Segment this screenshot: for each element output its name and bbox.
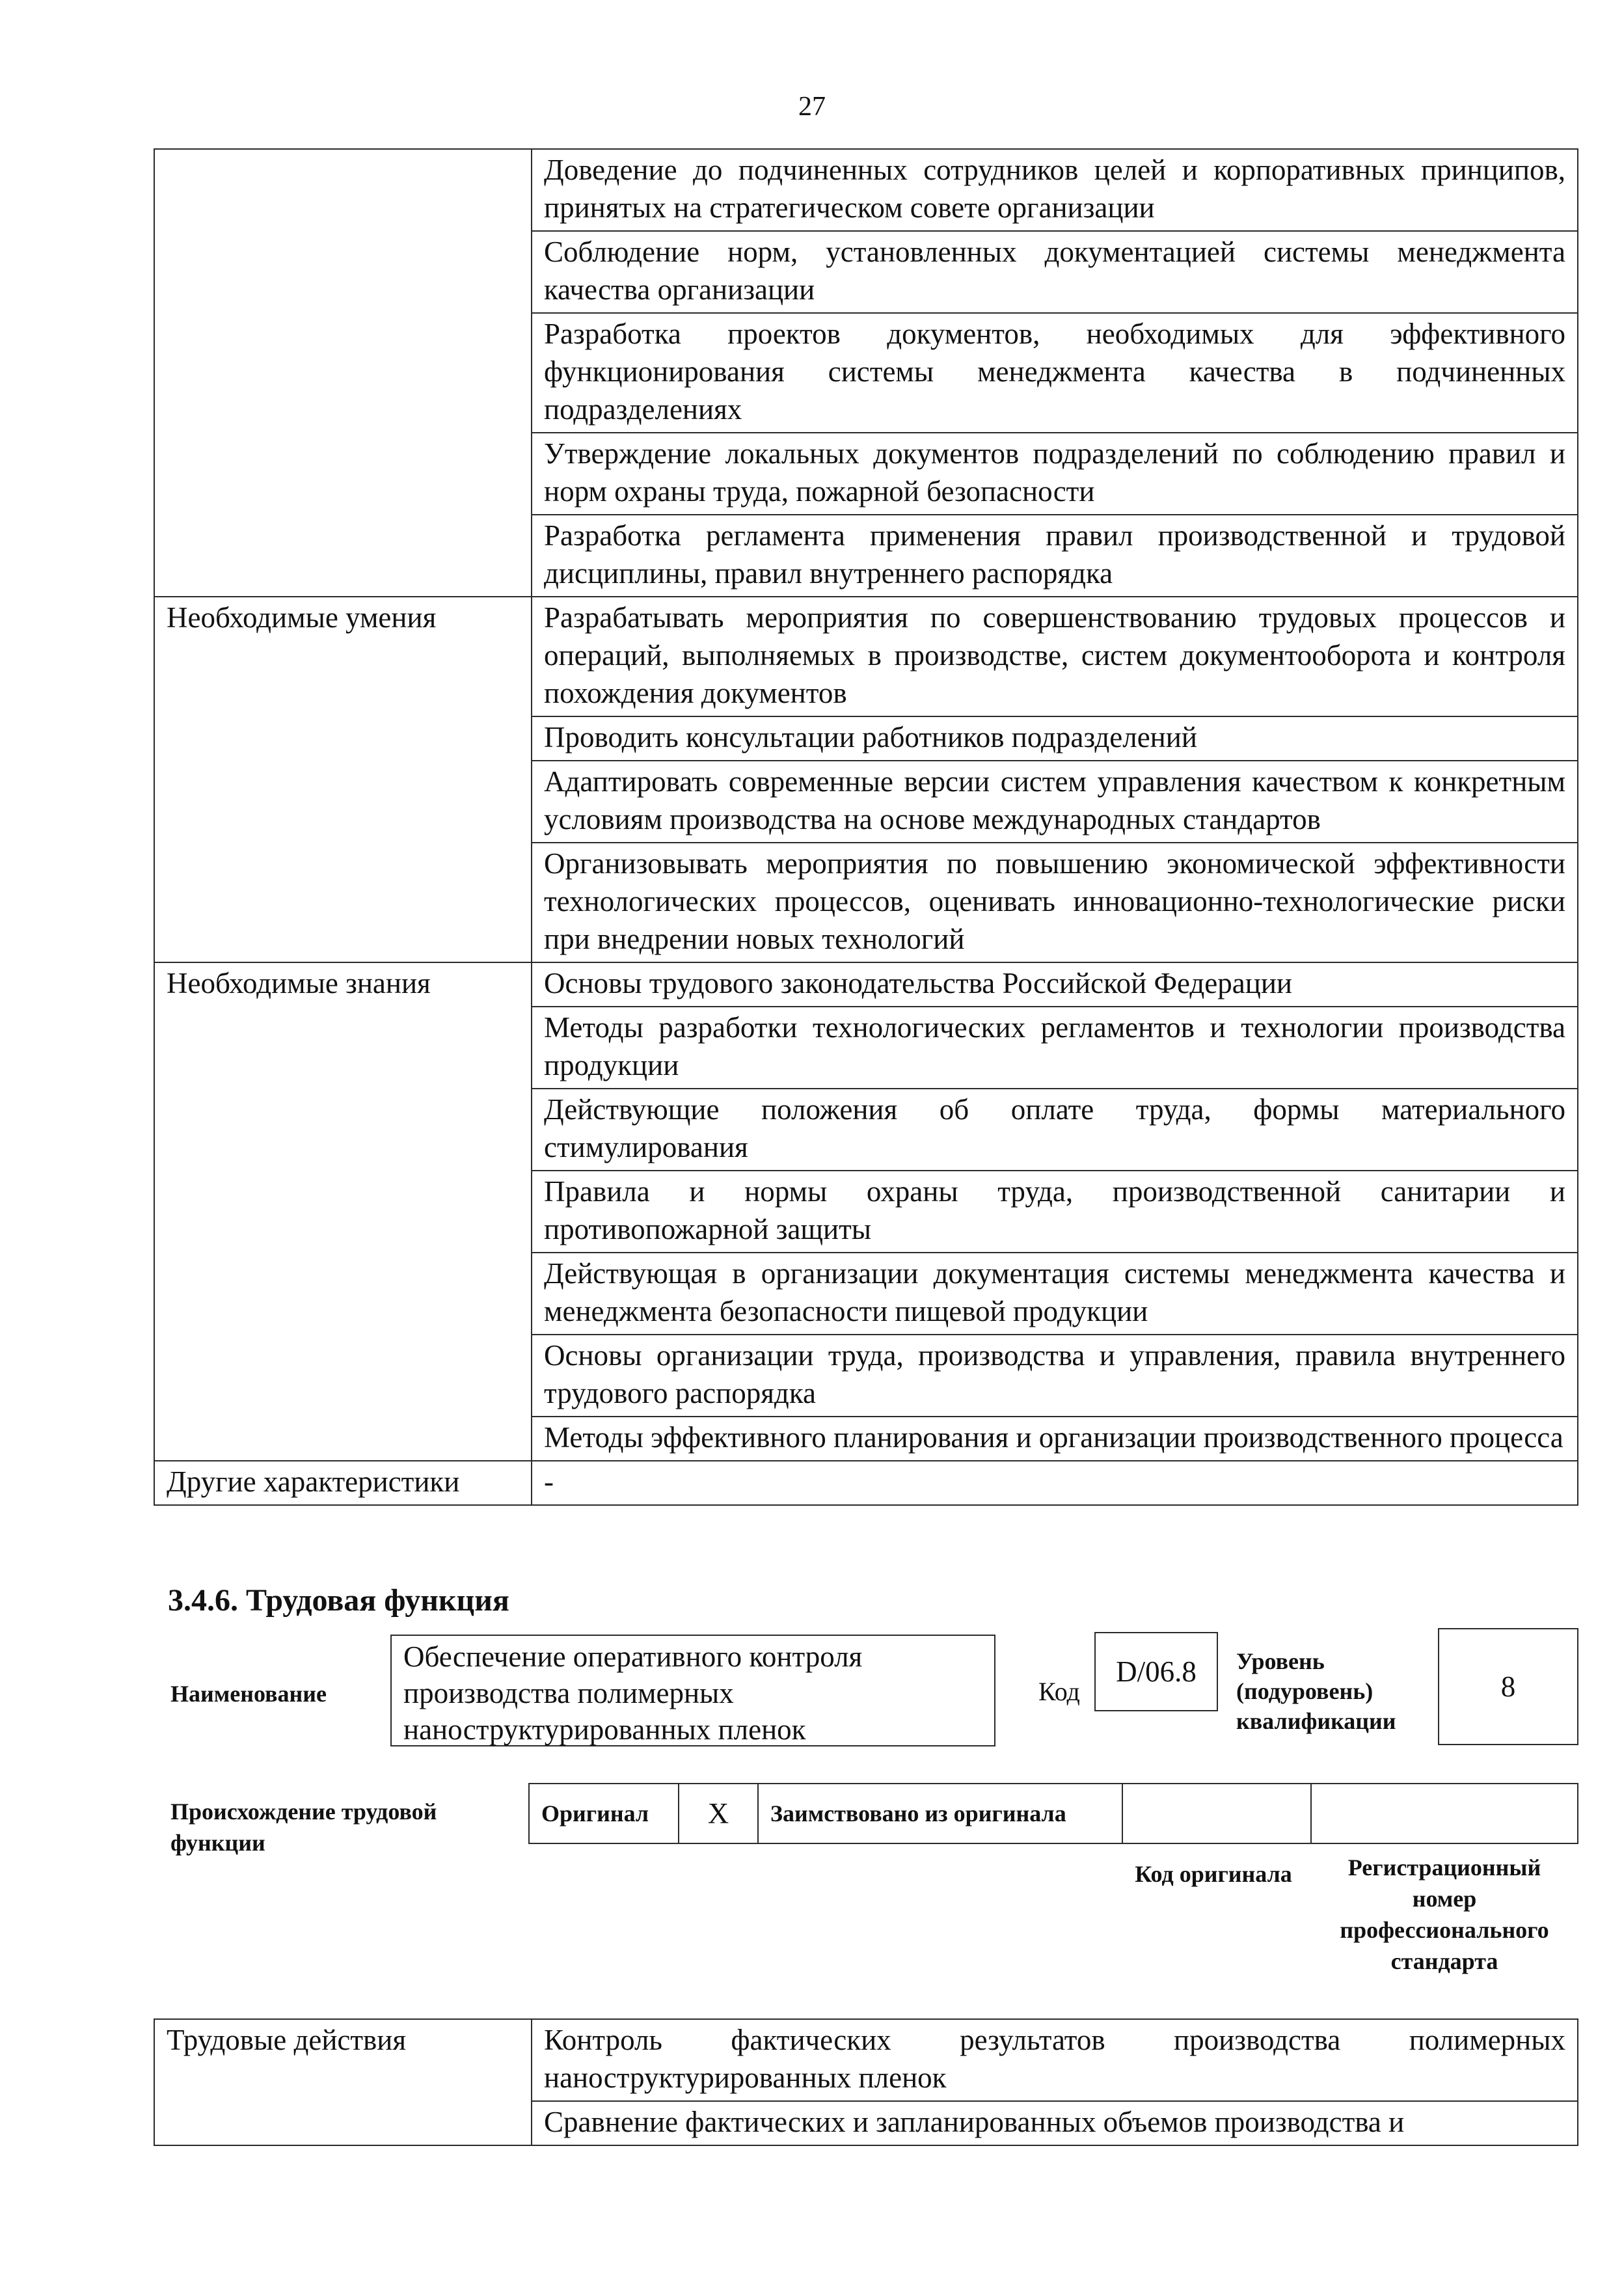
- table-cell: Методы разработки технологических регламентов и технологии производства продукции: [532, 1007, 1578, 1089]
- table-cell: Соблюдение норм, установленных документацией системы менеджмента качества организации: [532, 231, 1578, 313]
- code-caption: Код оригинала: [1135, 1861, 1292, 1887]
- origin-table: [528, 1783, 1578, 1844]
- table-row: [154, 597, 1578, 716]
- table-cell: Доведение до подчиненных сотрудников целей и корпоративных принципов, принятых на стратегическом совете организации: [532, 149, 1578, 231]
- table-cell: Адаптировать современные версии систем управления качеством к конкретным условиям производства на основе международных стандартов: [532, 761, 1578, 843]
- table-cell: Разработка регламента применения правил производственной и трудовой дисциплины, правил внутреннего распорядка: [532, 515, 1578, 597]
- original-mark: X: [679, 1784, 758, 1843]
- table-row: [154, 962, 1578, 1007]
- competency-table: [154, 148, 1578, 1506]
- table-cell: Сравнение фактических и запланированных объемов производства и: [532, 2101, 1578, 2145]
- table-cell: Правила и нормы охраны труда, производственной санитарии и противопожарной защиты: [532, 1171, 1578, 1253]
- level-label: Уровень (подуровень) квалификации: [1236, 1648, 1396, 1734]
- original-cell: Оригинал: [529, 1784, 679, 1843]
- table-cell: Организовывать мероприятия по повышению экономической эффективности технологических процессов, оценивать инновационно-технологические риски при внедрении новых технологий: [532, 843, 1578, 962]
- table-cell: Утверждение локальных документов подразделений по соблюдению правил и норм охраны труда, пожарной безопасности: [532, 433, 1578, 515]
- registration-number-cell: [1311, 1784, 1578, 1843]
- table-row: [529, 1784, 1578, 1843]
- row-label-skills: Необходимые умения: [154, 597, 532, 962]
- row-label-knowledge: Необходимые знания: [154, 962, 532, 1461]
- table-cell: Методы эффективного планирования и организации производственного процесса: [532, 1417, 1578, 1461]
- table-cell: Действующие положения об оплате труда, формы материального стимулирования: [532, 1089, 1578, 1171]
- table-cell: Разработка проектов документов, необходимых для эффективного функционирования системы менеджмента качества в подчиненных подразделениях: [532, 313, 1578, 433]
- name-label: Наименование: [170, 1681, 327, 1707]
- page-number: 27: [798, 92, 826, 122]
- table-cell: Основы организации труда, производства и управления, правила внутреннего трудового распорядка: [532, 1335, 1578, 1417]
- row-label-actions-continued: [154, 149, 532, 597]
- registration-caption: Регистрационный номер профессионального стандарта: [1340, 1854, 1549, 1974]
- function-code-box: D/06.8: [1094, 1632, 1218, 1711]
- table-row: [154, 149, 1578, 231]
- table-cell: Основы трудового законодательства Российской Федерации: [532, 962, 1578, 1007]
- qualification-level-box: 8: [1438, 1628, 1578, 1745]
- origin-label: Происхождение трудовой функции: [170, 1799, 437, 1856]
- section-heading: 3.4.6. Трудовая функция: [168, 1583, 509, 1618]
- borrowed-cell: Заимствовано из оригинала: [758, 1784, 1122, 1843]
- function-name-box: Обеспечение оперативного контроля производства полимерных наноструктурированных пленок: [390, 1635, 995, 1746]
- actions-table: [154, 2018, 1578, 2146]
- table-cell: Контроль фактических результатов производства полимерных наноструктурированных пленок: [532, 2019, 1578, 2101]
- table-row: [154, 2019, 1578, 2101]
- table-cell: Проводить консультации работников подразделений: [532, 716, 1578, 761]
- table-cell: -: [532, 1461, 1578, 1505]
- row-label-other: Другие характеристики: [154, 1461, 532, 1505]
- code-label: Код: [1038, 1677, 1080, 1706]
- row-label-actions: Трудовые действия: [154, 2019, 532, 2145]
- table-row: [154, 1461, 1578, 1505]
- table-cell: Действующая в организации документация системы менеджмента качества и менеджмента безопасности пищевой продукции: [532, 1253, 1578, 1335]
- table-cell: Разрабатывать мероприятия по совершенствованию трудовых процессов и операций, выполняемых в производстве, систем документооборота и контроля похождения документов: [532, 597, 1578, 716]
- original-code-cell: [1122, 1784, 1311, 1843]
